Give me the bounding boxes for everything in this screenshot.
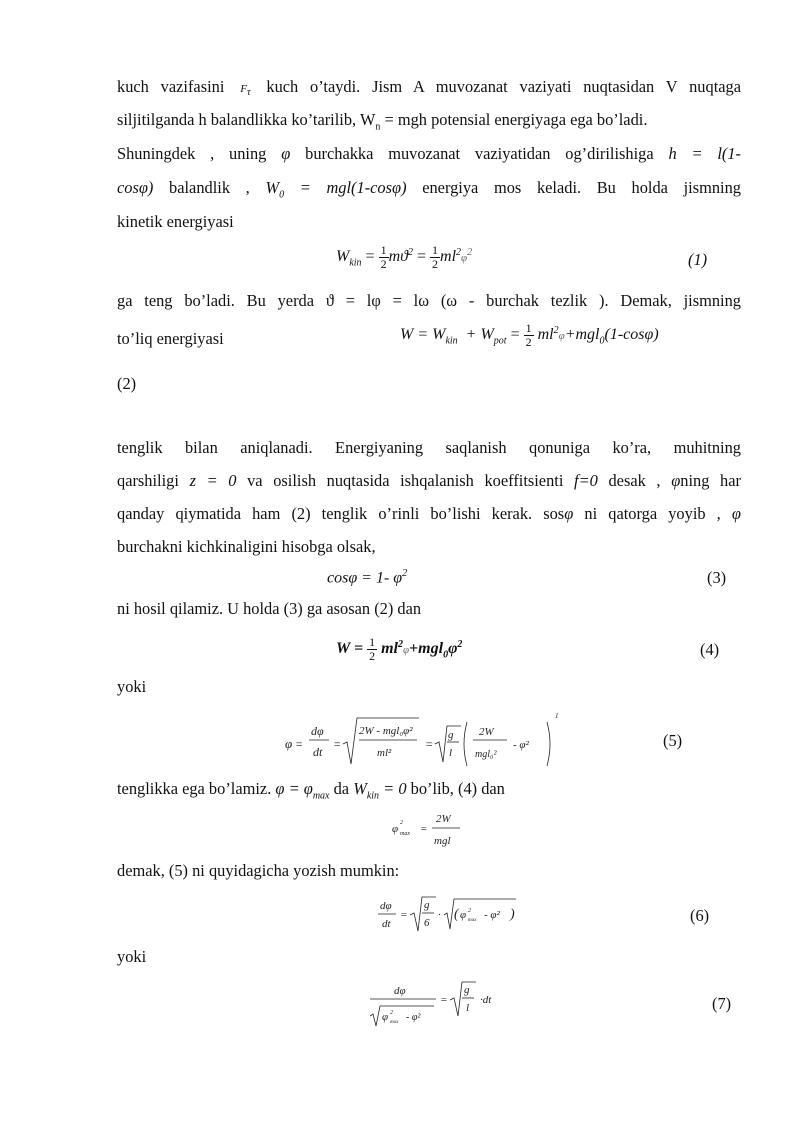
paragraph-line: siljitilganda h balandlikka ko’tarilib, $W_n$ = mgh potensial energiyaga ega bo’ladi. <box>117 110 648 133</box>
text: kuch vazifasini <box>117 77 225 96</box>
equation-number: (5) <box>663 731 683 750</box>
equation-4: W = $\frac{1}{2}$ $ml^2\varphi+mgl_0\varphi^2$ <box>336 635 463 663</box>
paragraph-line: burchakni kichkinaligini hisobga olsak, <box>117 537 376 556</box>
paragraph-line: kinetik energiyasi <box>117 212 234 231</box>
equation-number: (3) <box>707 568 727 587</box>
svg-text:max: max <box>468 918 477 923</box>
equation-6-graphic <box>374 893 534 939</box>
svg-text:2W: 2W <box>479 726 494 738</box>
paragraph-line: demak, (5) ni quyidagicha yozish mumkin: <box>117 861 400 880</box>
svg-text:=: = <box>440 994 448 1006</box>
paragraph-line: qarshiligi z = 0 va osilish nuqtasida ishqalanish koeffitsienti f=0 desak , φning har <box>117 471 741 490</box>
svg-text:g: g <box>464 984 470 996</box>
svg-text:=: = <box>400 909 408 921</box>
equation-5 <box>283 708 583 779</box>
svg-text:mgl: mgl <box>434 835 451 847</box>
equation-7 <box>366 978 516 1033</box>
equation-3: cosφ = 1- $\varphi^2$ <box>327 568 408 587</box>
svg-text:max: max <box>400 831 410 837</box>
paragraph-line: ni hosil qilamiz. U holda (3) ga asosan (2) dan <box>117 599 422 618</box>
equation-7-graphic <box>366 978 516 1028</box>
equation-phi-max-graphic <box>388 806 468 850</box>
svg-text:g: g <box>448 729 454 741</box>
svg-text:·: · <box>438 909 441 921</box>
svg-text:2: 2 <box>400 820 403 826</box>
svg-text:l: l <box>449 747 453 759</box>
paragraph-line: tenglik bilan aniqlanadi. Energiyaning saqlanish qonuniga ko’ra, muhitning <box>117 438 741 457</box>
svg-text:- φ²: - φ² <box>484 909 500 921</box>
svg-text:2: 2 <box>468 908 471 914</box>
svg-text:- φ²: - φ² <box>406 1012 421 1023</box>
paragraph-line: yoki <box>117 947 147 966</box>
equation-number: (1) <box>688 250 708 269</box>
svg-text:max: max <box>390 1020 399 1025</box>
svg-text:·dt: ·dt <box>480 994 492 1006</box>
svg-text:=: = <box>425 737 434 751</box>
svg-text:6: 6 <box>424 917 430 929</box>
svg-text:2: 2 <box>390 1010 393 1016</box>
svg-text:g: g <box>424 899 430 911</box>
paragraph-line: ga teng bo’ladi. Bu yerda ϑ = lφ = lω (ω - burchak tezlik ). Demak, jismning <box>117 291 741 310</box>
svg-text:1: 1 <box>555 712 559 720</box>
paragraph-line <box>117 77 741 103</box>
svg-text:dφ: dφ <box>380 900 392 912</box>
svg-text:mgl₀²: mgl₀² <box>475 749 497 760</box>
paragraph-line: tenglikka ega bo’lamiz. $\varphi = \varphi_{max}$ da $W_{kin} = 0$ bo’lib, (4) dan <box>117 779 505 802</box>
paragraph-line: yoki <box>117 677 147 696</box>
equation-phi-max <box>388 806 468 855</box>
svg-text:φ: φ <box>392 823 399 835</box>
equation-number: (6) <box>690 906 710 925</box>
svg-text:2W: 2W <box>436 813 451 825</box>
svg-text:2W - mgl₀φ²: 2W - mgl₀φ² <box>359 725 413 737</box>
equation-number: (2) <box>117 374 137 393</box>
equation-2: $W = W_{kin} + W_{pot}$ = $\frac{1}{2}$ $ml^2\varphi+mgl_0(1-\cos\varphi)$ <box>400 321 659 349</box>
svg-text:φ: φ <box>460 909 467 921</box>
equation-6 <box>374 893 534 944</box>
paragraph-line: Shuningdek , uning φ burchakka muvozanat vaziyatidan og’dirilishiga h = l(1- <box>117 144 741 163</box>
paragraph-line: cosφ) balandlik , $W_0 = mgl(1-\cos\varphi)$ energiya mos keladi. Bu holda jismning <box>117 178 741 201</box>
svg-text:dt: dt <box>382 918 391 930</box>
svg-text:=: = <box>420 823 428 835</box>
equation-1: $W_{kin}$ = $\frac{1}{2}$ $mϑ^2$ = $\frac{1}{2}$ $ml^2\varphi^2$ <box>336 243 473 271</box>
svg-text:φ: φ <box>285 736 293 751</box>
svg-text:φ: φ <box>382 1011 389 1023</box>
svg-text:): ) <box>510 907 515 922</box>
force-symbol: $F_\tau$ <box>240 83 251 99</box>
svg-text:=: = <box>295 737 304 751</box>
svg-text:dt: dt <box>313 745 323 759</box>
svg-text:(: ( <box>454 907 459 922</box>
paragraph-line: to’liq energiyasi <box>117 329 224 348</box>
svg-text:l: l <box>466 1002 470 1014</box>
svg-text:- φ²: - φ² <box>513 739 529 751</box>
svg-text:dφ: dφ <box>394 985 406 997</box>
svg-text:=: = <box>333 737 342 751</box>
svg-text:ml²: ml² <box>377 747 392 759</box>
equation-number: (7) <box>712 994 732 1013</box>
equation-5-graphic <box>283 708 583 774</box>
text: kuch o’taydi. Jism A muvozanat vaziyati nuqtasidan V nuqtaga <box>266 77 741 96</box>
svg-text:dφ: dφ <box>311 724 324 738</box>
paragraph-line: qanday qiymatida ham (2) tenglik o’rinli bo’lishi kerak. sosφ ni qatorga yoyib , φ <box>117 504 741 523</box>
equation-number: (4) <box>700 640 720 659</box>
